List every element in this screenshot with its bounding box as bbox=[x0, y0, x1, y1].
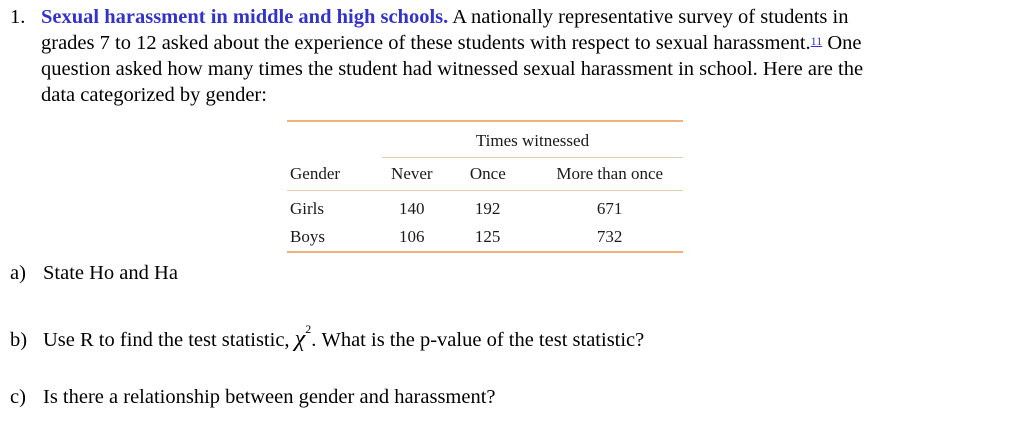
question-b-text: Use R to find the test statistic, bbox=[43, 329, 290, 351]
problem-number: 1. bbox=[10, 6, 26, 28]
problem-text-line3: question asked how many times the student had witnessed sexual harassment in school. Here are the bbox=[41, 58, 864, 80]
header-more-than-once: More than once bbox=[556, 164, 664, 183]
table-bottom-rule bbox=[287, 251, 683, 253]
cell-gender: Girls bbox=[290, 199, 324, 218]
cell-never: 140 bbox=[398, 199, 425, 218]
header-once: Once bbox=[469, 164, 506, 183]
problem-statement bbox=[10, 4, 1010, 108]
question-c bbox=[10, 386, 496, 409]
cell-more: 671 bbox=[596, 199, 623, 218]
question-b-label: b) bbox=[10, 329, 28, 351]
header-never: Never bbox=[391, 164, 433, 183]
cell-more: 732 bbox=[596, 227, 623, 246]
problem-text bbox=[41, 4, 1010, 108]
cell-never: 106 bbox=[398, 227, 425, 246]
question-c-label: c) bbox=[10, 386, 26, 408]
cell-once: 125 bbox=[474, 227, 501, 246]
question-a-text: State Ho and Ha bbox=[43, 262, 178, 284]
table-row bbox=[287, 223, 683, 251]
problem-text-line1: A nationally representative survey of students in bbox=[448, 6, 849, 28]
question-b-text-after: . What is the p-value of the test statistic? bbox=[311, 329, 645, 351]
problem-title: Sexual harassment in middle and high schools. bbox=[41, 6, 449, 28]
chi-square-symbol: $\chi^2$ bbox=[294, 322, 312, 352]
table-header-row bbox=[287, 158, 683, 190]
table-row bbox=[287, 195, 683, 223]
problem-text-line4: data categorized by gender: bbox=[41, 84, 267, 106]
problem-text-line2: grades 7 to 12 asked about the experience of these students with respect to sexual harassment. bbox=[41, 32, 811, 54]
question-c-text: Is there a relationship between gender and harassment? bbox=[43, 386, 496, 408]
question-b bbox=[10, 322, 645, 353]
question-a-label: a) bbox=[10, 262, 26, 284]
footnote-link[interactable]: 11 bbox=[810, 34, 823, 48]
cell-gender: Boys bbox=[290, 227, 325, 246]
data-table bbox=[287, 120, 683, 253]
table-grid bbox=[287, 158, 683, 190]
table-body bbox=[287, 191, 683, 251]
header-gender: Gender bbox=[290, 164, 341, 183]
cell-once: 192 bbox=[474, 199, 501, 218]
problem-text-line2-end: One bbox=[822, 32, 862, 54]
table-group-header: Times witnessed bbox=[475, 131, 590, 150]
question-a bbox=[10, 262, 178, 285]
